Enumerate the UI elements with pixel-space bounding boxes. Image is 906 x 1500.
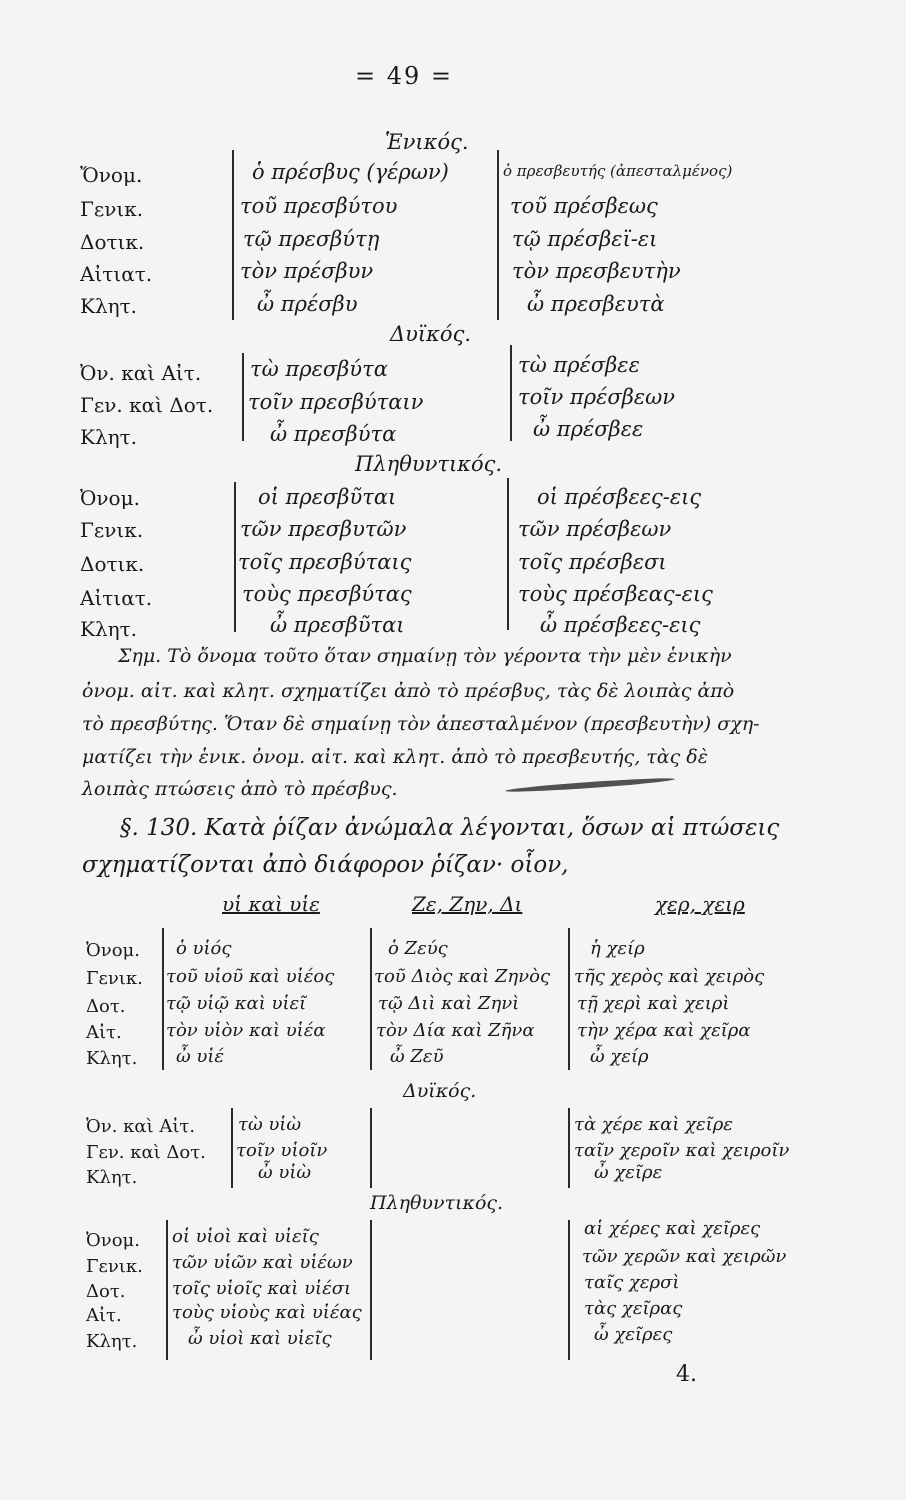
- form-cell: ὦ υἱοὶ καὶ υἱεῖς: [188, 1328, 332, 1349]
- form-cell: τὴν χέρα καὶ χεῖρα: [577, 1020, 751, 1041]
- note-line: λοιπὰς πτώσεις ἀπὸ τὸ πρέσβυς.: [82, 778, 398, 800]
- dual-heading: Δυϊκός.: [390, 322, 472, 346]
- column-rule: [568, 1220, 570, 1360]
- column-rule: [568, 928, 570, 1070]
- form-cell: ὦ πρέσβυ: [257, 292, 358, 316]
- form-cell: τοῦ πρέσβεως: [510, 194, 658, 218]
- signature-mark: 4.: [676, 1362, 697, 1387]
- form-cell: τὼ πρέσβεε: [518, 353, 640, 377]
- case-label: Κλητ.: [80, 294, 138, 318]
- case-label: Ὀν. καὶ Αἰτ.: [80, 361, 202, 385]
- form-cell: τοῖν υἱοῖν: [236, 1140, 328, 1161]
- case-label: Γεν. καὶ Δοτ.: [80, 393, 214, 417]
- note-line: Σημ. Τὸ ὄνομα τοῦτο ὅταν σημαίνῃ τὸν γέροντα τὴν μὲν ἑνικὴν: [118, 645, 732, 667]
- note-line: ὀνομ. αἰτ. καὶ κλητ. σχηματίζει ἀπὸ τὸ πρέσβυς, τὰς δὲ λοιπὰς ἀπὸ: [82, 680, 735, 702]
- form-cell: ὁ υἱός: [176, 938, 232, 959]
- form-cell: τῷ υἱῷ καὶ υἱεῖ: [166, 993, 307, 1014]
- page-number: = 49 =: [355, 62, 454, 90]
- form-cell: ὦ υἱὼ: [258, 1162, 312, 1183]
- form-cell: τῶν υἱῶν καὶ υἱέων: [172, 1252, 353, 1273]
- form-cell: τοῦ πρεσβύτου: [240, 194, 398, 218]
- form-cell: τῷ πρεσβύτῃ: [243, 227, 380, 251]
- form-cell: ἡ χείρ: [590, 938, 645, 959]
- form-cell: ὁ πρέσβυς (γέρων): [252, 160, 449, 184]
- form-cell: ὦ χεῖρες: [594, 1324, 673, 1345]
- note-line: τὸ πρεσβύτης. Ὅταν δὲ σημαίνῃ τὸν ἀπεσταλμένον (πρεσβευτὴν) σχη-: [82, 713, 760, 735]
- plural-heading: Πληθυντικός.: [370, 1192, 504, 1214]
- column-rule: [232, 150, 234, 320]
- case-label: Αἰτ.: [86, 1305, 122, 1326]
- form-cell: ὦ πρεσβύτα: [270, 422, 397, 446]
- column-rule: [497, 150, 499, 320]
- case-label: Κλητ.: [80, 425, 138, 449]
- case-label: Γενικ.: [86, 968, 143, 989]
- case-label: Γενικ.: [86, 1256, 143, 1277]
- form-cell: τοὺς υἱοὺς καὶ υἱέας: [172, 1302, 362, 1323]
- form-cell: ὦ χεῖρε: [594, 1162, 663, 1183]
- form-cell: τῇ χερὶ καὶ χειρὶ: [577, 993, 730, 1014]
- case-label: Δοτ.: [86, 1281, 126, 1302]
- form-cell: τὰς χεῖρας: [584, 1298, 683, 1319]
- form-cell: τῷ Διὶ καὶ Ζηνὶ: [378, 993, 520, 1014]
- form-cell: οἱ πρέσβεες-εις: [537, 485, 702, 509]
- form-cell: ὁ Ζεύς: [388, 938, 448, 959]
- form-cell: ὦ Ζεῦ: [390, 1046, 444, 1067]
- case-label: Γενικ.: [80, 197, 144, 221]
- ink-smudge: [505, 776, 675, 794]
- form-cell: ὦ πρεσβῦται: [270, 613, 405, 637]
- column-rule: [568, 1108, 570, 1188]
- case-label: Γενικ.: [80, 518, 144, 542]
- column-rule: [370, 928, 372, 1070]
- form-cell: τῷ πρέσβεϊ-ει: [512, 227, 658, 251]
- form-cell: τοῖν πρεσβύταιν: [248, 390, 424, 414]
- form-cell: τοὺς πρεσβύτας: [242, 582, 412, 606]
- case-label: Ὀνομ.: [86, 940, 140, 961]
- form-cell: τὸν Δία καὶ Ζῆνα: [376, 1020, 535, 1041]
- column-rule: [510, 345, 512, 441]
- column-rule: [162, 928, 164, 1070]
- form-cell: τὼ πρεσβύτα: [250, 357, 388, 381]
- column-rule: [370, 1108, 372, 1188]
- form-cell: οἱ υἱοὶ καὶ υἱεῖς: [172, 1226, 319, 1247]
- form-cell: τοῦ υἱοῦ καὶ υἱέος: [166, 966, 335, 987]
- case-label: Γεν. καὶ Δοτ.: [86, 1142, 206, 1163]
- case-label: Κλητ.: [86, 1331, 138, 1352]
- form-cell: τοῦ Διὸς καὶ Ζηνὸς: [374, 966, 551, 987]
- form-cell: τὸν πρεσβευτὴν: [512, 259, 681, 283]
- form-cell: τοῖν πρέσβεων: [518, 385, 675, 409]
- form-cell: οἱ πρεσβῦται: [258, 485, 397, 509]
- case-label: Ὀνομ.: [86, 1230, 140, 1251]
- root-heading: υἱ καὶ υἱε: [222, 892, 320, 916]
- column-rule: [242, 353, 244, 441]
- form-cell: ταῖν χεροῖν καὶ χειροῖν: [574, 1140, 790, 1161]
- case-label: Ὀνομ.: [80, 486, 140, 510]
- form-cell: τὸν πρέσβυν: [240, 259, 374, 283]
- form-cell: ὦ χείρ: [590, 1046, 649, 1067]
- root-heading: Ζε, Ζην, Δι: [412, 892, 523, 916]
- case-label: Ὄνομ.: [80, 163, 143, 187]
- note-line: ματίζει τὴν ἑνικ. ὀνομ. αἰτ. καὶ κλητ. ἀπὸ τὸ πρεσβευτής, τὰς δὲ: [82, 746, 708, 768]
- form-cell: ὦ υἱέ: [176, 1046, 225, 1067]
- case-label: Αἰτιατ.: [80, 586, 153, 610]
- column-rule: [370, 1220, 372, 1360]
- case-label: Κλητ.: [80, 617, 138, 641]
- case-label: Αἰτ.: [86, 1022, 122, 1043]
- case-label: Ὀν. καὶ Αἰτ.: [86, 1116, 196, 1137]
- form-cell: ὦ πρέσβεες-εις: [540, 613, 701, 637]
- form-cell: ὁ πρεσβευτής (ἀπεσταλμένος): [503, 162, 733, 180]
- dual-heading: Δυϊκός.: [403, 1080, 477, 1102]
- form-cell: τὰ χέρε καὶ χεῖρε: [574, 1114, 733, 1135]
- column-rule: [234, 482, 236, 632]
- form-cell: τῆς χερὸς καὶ χειρὸς: [574, 966, 765, 987]
- form-cell: τὼ υἱὼ: [238, 1114, 302, 1135]
- form-cell: τοὺς πρέσβεας-εις: [518, 582, 713, 606]
- column-rule: [166, 1220, 168, 1360]
- case-label: Δοτικ.: [80, 230, 145, 254]
- column-rule: [507, 478, 509, 630]
- form-cell: τῶν πρεσβυτῶν: [240, 517, 407, 541]
- form-cell: ταῖς χερσὶ: [584, 1272, 680, 1293]
- form-cell: ὦ πρέσβεε: [533, 417, 644, 441]
- singular-heading: Ἑνικός.: [385, 130, 469, 154]
- section-text: σχηματίζονται ἀπὸ διάφορον ῥίζαν· οἷον,: [82, 852, 569, 878]
- case-label: Δοτ.: [86, 996, 126, 1017]
- form-cell: τὸν υἱὸν καὶ υἱέα: [166, 1020, 326, 1041]
- section-heading: §. 130. Κατὰ ῥίζαν ἀνώμαλα λέγονται, ὅσων αἱ πτώσεις: [120, 815, 780, 841]
- form-cell: τῶν χερῶν καὶ χειρῶν: [582, 1246, 787, 1267]
- case-label: Αἰτιατ.: [80, 262, 153, 286]
- case-label: Δοτικ.: [80, 552, 145, 576]
- case-label: Κλητ.: [86, 1048, 138, 1069]
- case-label: Κλητ.: [86, 1167, 138, 1188]
- column-rule: [231, 1108, 233, 1188]
- root-heading: χερ, χειρ: [655, 892, 745, 916]
- form-cell: τῶν πρέσβεων: [518, 517, 672, 541]
- form-cell: ὦ πρεσβευτὰ: [527, 292, 665, 316]
- form-cell: τοῖς υἱοῖς καὶ υἱέσι: [172, 1278, 352, 1299]
- form-cell: τοῖς πρεσβύταις: [238, 550, 412, 574]
- form-cell: αἱ χέρες καὶ χεῖρες: [584, 1218, 761, 1239]
- plural-heading: Πληθυντικός.: [355, 452, 503, 476]
- form-cell: τοῖς πρέσβεσι: [518, 550, 667, 574]
